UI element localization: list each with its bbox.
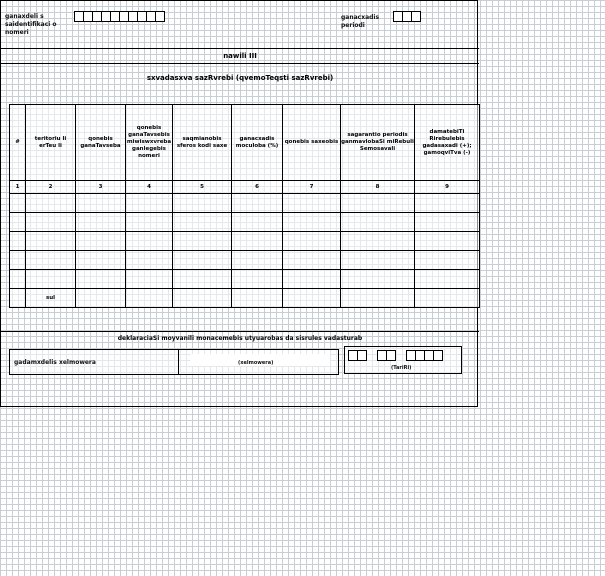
column-number: 9 (415, 181, 480, 194)
table-cell[interactable] (415, 270, 480, 289)
table-cell[interactable] (10, 270, 26, 289)
total-cell[interactable] (76, 289, 126, 308)
table-row (10, 251, 480, 270)
footer-divider (1, 331, 479, 332)
column-header: ganacxadis moculoba (%) (232, 105, 283, 181)
table-cell[interactable] (76, 194, 126, 213)
table-cell[interactable] (232, 232, 283, 251)
table-row (10, 213, 480, 232)
table-cell[interactable] (341, 194, 415, 213)
total-cell[interactable] (341, 289, 415, 308)
table-cell[interactable] (26, 251, 76, 270)
column-header: damatebiTi Rirebulebis gadasaxadi (+); gamoqviTva (-) (415, 105, 480, 181)
column-header: # (10, 105, 26, 181)
table-cell[interactable] (126, 213, 173, 232)
table-cell[interactable] (126, 270, 173, 289)
period-boxes[interactable] (394, 11, 421, 22)
table-cell[interactable] (76, 251, 126, 270)
table-cell[interactable] (126, 251, 173, 270)
table-cell[interactable] (26, 232, 76, 251)
date-area (344, 346, 462, 374)
signature-area (9, 349, 339, 375)
total-cell[interactable] (232, 289, 283, 308)
table-cell[interactable] (341, 270, 415, 289)
table-cell[interactable] (341, 232, 415, 251)
column-number: 6 (232, 181, 283, 194)
table-cell[interactable] (283, 213, 341, 232)
column-number-row (10, 181, 480, 194)
table-cell[interactable] (232, 251, 283, 270)
date-digit-box[interactable] (433, 350, 443, 361)
table-cell[interactable] (173, 270, 232, 289)
signer-label: gadamxdelis xelmowera (14, 359, 96, 366)
section-divider (1, 63, 479, 64)
table-cell[interactable] (232, 270, 283, 289)
table-cell[interactable] (173, 232, 232, 251)
table-cell[interactable] (10, 232, 26, 251)
table-cell[interactable] (173, 213, 232, 232)
signature-hint: (xelmowera) (238, 360, 274, 366)
table-cell[interactable] (126, 232, 173, 251)
column-header: qonebis ganaTavseba (76, 105, 126, 181)
column-number: 5 (173, 181, 232, 194)
table-cell[interactable] (173, 251, 232, 270)
declaration-text: deklaraciaSi moyvanili monacemebis utyuarobas da sisrules vadasturab (117, 335, 363, 342)
total-label: sul (26, 289, 76, 308)
section-title: nawili III (223, 52, 257, 60)
signature-separator (178, 350, 179, 374)
org-id-boxes[interactable] (75, 11, 165, 22)
table-cell[interactable] (283, 251, 341, 270)
column-header: qonebis saxeobis (283, 105, 341, 181)
table-cell[interactable] (10, 194, 26, 213)
table-cell[interactable] (415, 194, 480, 213)
table-row (10, 232, 480, 251)
table-row (10, 194, 480, 213)
column-number: 4 (126, 181, 173, 194)
column-header: teritoriu li erTeu li (26, 105, 76, 181)
total-cell[interactable] (173, 289, 232, 308)
column-header: sagarantio periodis ganmavlobaSi miRebuli Semosavali (341, 105, 415, 181)
table-cell[interactable] (232, 194, 283, 213)
table-cell[interactable] (76, 232, 126, 251)
total-cell[interactable] (10, 289, 26, 308)
column-number: 2 (26, 181, 76, 194)
table-cell[interactable] (76, 213, 126, 232)
total-cell[interactable] (283, 289, 341, 308)
table-cell[interactable] (415, 251, 480, 270)
table-header-row (10, 105, 480, 181)
org-id-digit-box[interactable] (155, 11, 165, 22)
table-cell[interactable] (76, 270, 126, 289)
column-number: 3 (76, 181, 126, 194)
table-cell[interactable] (415, 213, 480, 232)
table-cell[interactable] (283, 232, 341, 251)
header-divider (1, 48, 479, 49)
date-digit-box[interactable] (357, 350, 367, 361)
date-digit-box[interactable] (386, 350, 396, 361)
table-cell[interactable] (10, 251, 26, 270)
column-number: 7 (283, 181, 341, 194)
table-cell[interactable] (341, 213, 415, 232)
table-cell[interactable] (283, 194, 341, 213)
table-cell[interactable] (26, 270, 76, 289)
table-cell[interactable] (232, 213, 283, 232)
column-number: 8 (341, 181, 415, 194)
table-cell[interactable] (173, 194, 232, 213)
data-table (9, 104, 480, 308)
table-row (10, 270, 480, 289)
org-id-label: ganaxdeli s saidentifikaci o nomeri (5, 13, 57, 36)
period-digit-box[interactable] (411, 11, 421, 22)
total-cell[interactable] (415, 289, 480, 308)
date-boxes[interactable] (349, 350, 443, 361)
table-cell[interactable] (341, 251, 415, 270)
period-label: ganacxadis periodi (341, 14, 380, 29)
column-header: qonebis ganaTavsebis miwiswxvreba ganlegebis nomeri (126, 105, 173, 181)
table-cell[interactable] (283, 270, 341, 289)
date-hint: (TariRi) (391, 365, 412, 371)
table-cell[interactable] (10, 213, 26, 232)
column-header: saqmianobis sferos kodi saxe (173, 105, 232, 181)
table-cell[interactable] (26, 213, 76, 232)
table-cell[interactable] (415, 232, 480, 251)
table-cell[interactable] (26, 194, 76, 213)
section-subtitle: sxvadasxva sazRvrebi (qvemoTeqsti sazRvrebi) (146, 74, 334, 82)
total-row (10, 289, 480, 308)
table-cell[interactable] (126, 194, 173, 213)
column-number: 1 (10, 181, 26, 194)
total-cell[interactable] (126, 289, 173, 308)
